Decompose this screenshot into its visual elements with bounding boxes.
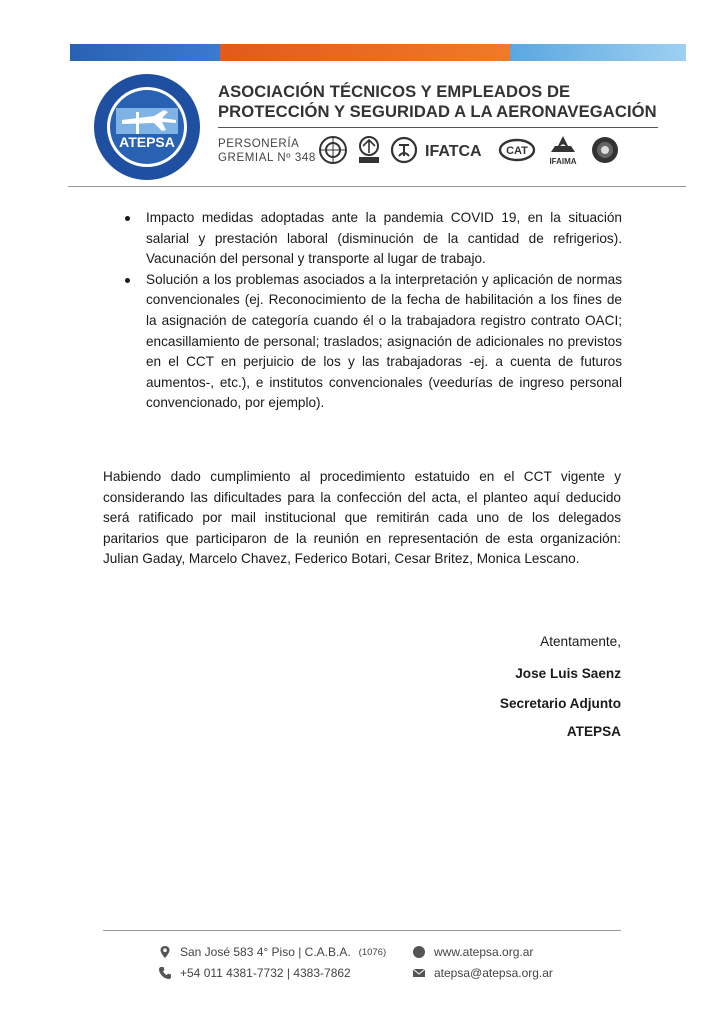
footer-email[interactable] [412,966,553,980]
postal-code: (1076) [358,946,387,958]
personeria-line-1: PERSONERÍA [218,138,300,150]
bullet-text: Solución a los problemas asociados a la interpretación y aplicación de normas convencionales (ej. Reconocimiento de la fecha de habilitación a los fines de la asignación de categoría cuando él o la trabajadora registro contrato OACI; encasillamiento de personal; traslados; asignación de adicionales no previstos en el CCT en perjuicio de los y las trabajadoras -ej. a cuenta de futuros aumentos-, etc.), e institutos convencionales (veedurías de ingreso personal convencionado, por ejemplo). [146,271,622,411]
address-text: San José 583 4° Piso | C.A.B.A. [180,945,351,959]
email-link[interactable]: atepsa@atepsa.org.ar [434,966,553,980]
bullet-text: Impacto medidas adoptadas ante la pandemia COVID 19, en la situación salarial y prestación laboral (disminución de la cantidad de refrigerios). Vacunación del personal y transporte al lugar de trabajo. [146,210,622,267]
logo-text: ATEPSA [119,134,175,150]
footer-address [158,945,386,959]
website-link[interactable]: www.atepsa.org.ar [434,945,534,959]
signatory-name: Jose Luis Saenz [515,666,621,681]
color-bar-light-blue [510,44,686,61]
footer-phone [158,966,351,980]
catt-logo-icon [498,138,536,162]
ifaima-logo-icon [543,134,583,166]
header-color-bar [70,44,686,61]
signatory-org: ATEPSA [566,724,621,739]
atepsa-logo [92,72,202,182]
closing-text: Atentamente, [540,634,621,649]
footer-divider [103,930,621,931]
signatory-role: Secretario Adjunto [499,696,621,711]
org-name-line-2: PROTECCIÓN Y SEGURIDAD A LA AERONAVEGACIÓN [218,102,657,121]
itf-logo-icon [390,136,418,164]
affiliation-logos [318,134,620,166]
phone-icon [158,966,172,980]
organization-name [218,82,668,122]
personeria-gremial [218,137,318,165]
body-paragraph: Habiendo dado cumplimiento al procedimiento estatuido en el CCT vigente y considerando las dificultades para la confección del acta, el planteo aquí deducido será ratificado por mail institucional que remitirán cada uno de los delegados paritarios que participaron de la reunión en representación de esta organización: Julian Gaday, Marcelo Chavez, Federico Botari, Cesar Britez, Monica Lescano. [103,469,621,567]
personeria-line-2: GREMIAL Nº 348 [218,152,316,164]
fapa-logo-icon [355,135,383,165]
phone-text: +54 011 4381-7732 | 4383-7862 [180,966,351,980]
globe-icon [412,945,426,959]
bullet-list [110,208,622,414]
org-name-line-1: ASOCIACIÓN TÉCNICOS Y EMPLEADOS DE [218,82,571,101]
header-divider [68,186,686,187]
bullet-icon [125,216,130,221]
union-seal-icon [590,135,620,165]
cgt-logo-icon [318,135,348,165]
footer-web[interactable] [412,945,533,959]
location-pin-icon [158,945,172,959]
ifatca-logo-icon [425,139,491,161]
svg-text:IFATCA: IFATCA [425,143,482,160]
list-item [110,270,622,414]
svg-text:IFAIMA: IFAIMA [549,157,577,166]
color-bar-orange [220,44,510,61]
svg-text:CAT: CAT [506,145,528,157]
mail-icon [412,966,426,980]
bullet-icon [125,278,130,283]
color-bar-blue [70,44,220,61]
title-divider [218,127,658,128]
list-item [110,208,622,270]
